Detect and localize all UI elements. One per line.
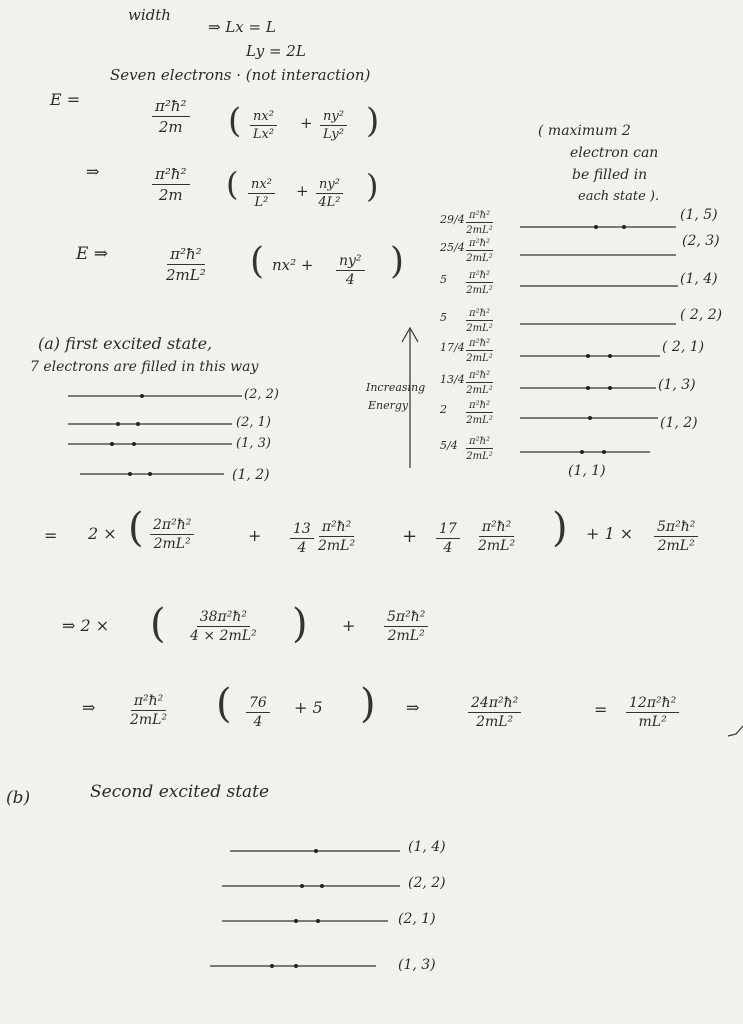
energy-level-state: ( 2, 2): [680, 307, 723, 323]
part-a-level-lines: [68, 394, 242, 476]
paren-open-3: (: [250, 241, 265, 282]
energy-level-state: (1, 2): [660, 415, 698, 431]
part-b-state-1: (1, 4): [408, 839, 446, 855]
paren-close-1: ): [366, 101, 380, 141]
term-ny-over-4l: $\frac{\text{ny²}}{\text{4L²}}$: [316, 178, 343, 211]
term-ny-over-4: $\frac{\text{ny²}}{4}$: [336, 254, 365, 289]
energy-level-unit: $\frac{\text{π²ħ²}}{\text{2mL²}}$: [466, 338, 493, 364]
calc-row3-result: $\frac{\text{24π²ħ²}}{\text{2mL²}}$: [468, 696, 521, 731]
energy-level-state: (1, 1): [568, 463, 606, 479]
part-a-state-3: (1, 3): [236, 436, 271, 451]
part-b-state-3: (2, 1): [398, 911, 436, 927]
calc-row3-paren-open: (: [216, 681, 232, 727]
energy-level-coefficient: 5/4: [440, 439, 458, 452]
energy-level-coefficient: 17/4: [440, 341, 465, 354]
part-b-state-4: (1, 3): [398, 957, 436, 973]
calc-row3-final: $\frac{\text{12π²ħ²}}{\text{mL²}}$: [626, 696, 679, 731]
term-nx-over-lx: $\frac{\text{nx²}}{\text{Lx²}}$: [250, 110, 277, 143]
calc-coef-13-4: $\frac{13}{4}$: [290, 522, 314, 557]
energy-level-lines: [520, 227, 678, 452]
energy-level-unit: $\frac{\text{π²ħ²}}{\text{2mL²}}$: [466, 270, 493, 296]
plus-sign: +: [342, 616, 356, 635]
energy-level-coefficient: 2: [440, 403, 447, 416]
plus-sign: +: [300, 114, 313, 132]
energy-level-unit: $\frac{\text{π²ħ²}}{\text{2mL²}}$: [466, 436, 493, 462]
energy-level-coefficient: 5: [440, 311, 447, 324]
energy-level-unit: $\frac{\text{π²ħ²}}{\text{2mL²}}$: [466, 308, 493, 334]
energy-level-state: ( 2, 1): [662, 339, 705, 355]
calc-row3-paren-close: ): [360, 681, 376, 727]
note-line-4: each state ).: [578, 189, 660, 204]
calc-term-d: $\frac{\text{5π²ħ²}}{\text{2mL²}}$: [654, 520, 698, 555]
energy-label: Energy: [368, 399, 409, 412]
plus-sign: +: [402, 526, 418, 547]
calc-term-a: $\frac{\text{2π²ħ²}}{\text{2mL²}}$: [150, 518, 194, 553]
paren-close-2: ): [366, 167, 379, 205]
energy-level-coefficient: 5: [440, 273, 447, 286]
increasing-energy-arrow: [402, 328, 418, 468]
part-a-state-1: (2, 2): [244, 387, 279, 402]
calc-row3-prefactor: $\frac{\text{π²ħ²}}{\text{2mL²}}$: [130, 693, 168, 729]
energy-level-electrons: [580, 225, 626, 454]
width-label: width: [128, 6, 171, 24]
plus-sign: +: [248, 526, 262, 545]
check-mark: [728, 726, 743, 736]
lx-definition: ⇒ Lx = L: [208, 18, 276, 36]
energy-level-state: (1, 5): [680, 207, 718, 223]
calc-paren-open: (: [128, 505, 144, 551]
calc-row3-arrow2: ⇒: [406, 698, 420, 717]
part-a-state-2: (2, 1): [236, 415, 271, 430]
calc-term-b: $\frac{\text{π²ħ²}}{\text{2mL²}}$: [318, 519, 356, 555]
energy-level-state: (1, 3): [658, 377, 696, 393]
calc-row3-arrow: ⇒: [82, 698, 96, 717]
calc-two-times: 2 ×: [88, 524, 117, 543]
calc-paren-close: ): [552, 505, 568, 551]
paren-open-2: (: [226, 165, 239, 203]
energy-level-unit: $\frac{\text{π²ħ²}}{\text{2mL²}}$: [466, 210, 493, 236]
seven-electrons-note: Seven electrons · (not interaction): [110, 66, 371, 84]
calc-row3-equals: =: [594, 700, 608, 719]
calc-row3-76-over-4: $\frac{76}{4}$: [246, 696, 270, 731]
calc-row2-term: $\frac{\text{38π²ħ²}}{\text{4 × 2mL²}}$: [190, 609, 257, 645]
energy-level-coefficient: 25/4: [440, 241, 465, 254]
part-a-state-4: (1, 2): [232, 467, 270, 483]
energy-level-unit: $\frac{\text{π²ħ²}}{\text{2mL²}}$: [466, 400, 493, 426]
part-a-title: (a) first excited state,: [38, 334, 213, 353]
calc-coef-17-4: $\frac{17}{4}$: [436, 522, 460, 557]
energy-prefactor-2: $\frac{\text{π²ħ²}}{2m}$: [152, 166, 190, 203]
calc-row2-prefix: ⇒ 2 ×: [62, 616, 110, 635]
plus-sign: +: [296, 182, 309, 200]
paren-open-1: (: [228, 101, 242, 141]
term-nx-squared: nx² +: [272, 256, 314, 274]
note-line-3: be filled in: [572, 167, 648, 183]
energy-level-state: (2, 3): [682, 233, 720, 249]
energy-prefactor-1: $\frac{\text{π²ħ²}}{2m}$: [152, 98, 190, 135]
energy-level-coefficient: 13/4: [440, 373, 465, 386]
energy-prefactor-3: $\frac{\text{π²ħ²}}{\text{2mL²}}$: [166, 245, 206, 284]
paren-close-3: ): [390, 241, 405, 282]
part-a-subtitle: 7 electrons are filled in this way: [30, 359, 259, 375]
calc-term-c: $\frac{\text{π²ħ²}}{\text{2mL²}}$: [478, 519, 516, 555]
implies-arrow: ⇒: [86, 162, 100, 181]
energy-level-unit: $\frac{\text{π²ħ²}}{\text{2mL²}}$: [466, 238, 493, 264]
part-b-level-lines: [210, 849, 400, 968]
energy-level-coefficient: 29/4: [440, 213, 465, 226]
part-b-label: (b): [6, 788, 31, 808]
part-b-title: Second excited state: [90, 782, 270, 802]
energy-equals: E =: [50, 90, 81, 109]
note-line-2: electron can: [570, 145, 659, 161]
calc-row2-paren-open: (: [150, 601, 166, 647]
calc-equals: =: [44, 526, 58, 545]
calc-row2-paren-close: ): [292, 601, 308, 647]
calc-plus-one-times: + 1 ×: [586, 524, 634, 543]
term-ny-over-ly: $\frac{\text{ny²}}{\text{Ly²}}$: [320, 110, 347, 143]
ly-definition: Ly = 2L: [246, 42, 306, 60]
term-nx-over-l: $\frac{\text{nx²}}{\text{L²}}$: [248, 178, 275, 211]
energy-implies: E ⇒: [76, 244, 109, 264]
note-line-1: ( maximum 2: [538, 123, 631, 139]
energy-level-state: (1, 4): [680, 271, 718, 287]
calc-row3-plus-5: + 5: [294, 698, 323, 717]
increasing-label: Increasing: [366, 381, 426, 394]
calc-row2-term-b: $\frac{\text{5π²ħ²}}{\text{2mL²}}$: [384, 610, 428, 645]
energy-level-unit: $\frac{\text{π²ħ²}}{\text{2mL²}}$: [466, 370, 493, 396]
part-b-state-2: (2, 2): [408, 875, 446, 891]
